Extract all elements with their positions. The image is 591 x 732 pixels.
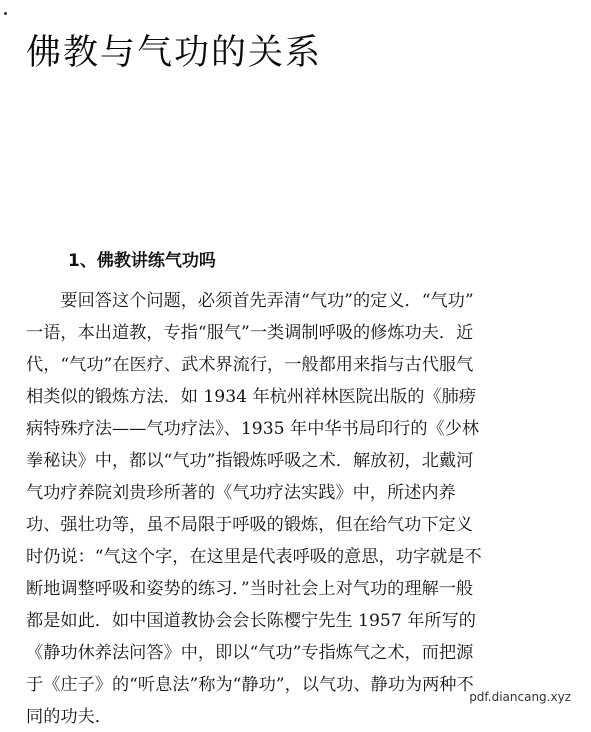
paragraph-line: 都是如此．如中国道教协会会长陈樱宁先生 1957 年所写的 — [26, 611, 476, 631]
paragraph-line: 断地调整呼吸和姿势的练习．”当时社会上对气功的理解一般 — [26, 579, 474, 599]
paragraph-line: 拳秘诀》中，都以“气功”指锻炼呼吸之术．解放初，北戴河 — [26, 451, 474, 471]
paragraph-line: 要回答这个问题，必须首先弄清“气功”的定义．“气功” — [26, 291, 474, 311]
section-heading: 1、佛教讲练气功吗 — [68, 251, 216, 272]
paragraph-line: 一语，本出道教，专指“服气”一类调制呼吸的修炼功夫．近 — [26, 323, 474, 343]
paragraph-line: 相类似的锻炼方法．如 1934 年杭州祥林医院出版的《肺痨 — [26, 387, 476, 407]
paragraph-line: 《静功休养法问答》中，即以“气功”专指炼气之术，而把源 — [26, 643, 474, 663]
watermark-text: pdf.diancang.xyz — [469, 690, 571, 704]
paragraph-line: 于《庄子》的“听息法”称为“静功”，以气功、静功为两种不 — [26, 675, 474, 695]
paragraph-line: 时仍说：“气这个字，在这里是代表呼吸的意思，功字就是不 — [26, 547, 482, 567]
paragraph-line: 同的功夫． — [26, 707, 112, 727]
title-margin-mark — [4, 12, 7, 15]
paragraph-line: 代，“气功”在医疗、武术界流行，一般都用来指与古代服气 — [26, 355, 474, 375]
paragraph-line: 气功疗养院刘贵珍所著的《气功疗法实践》中，所述内养 — [26, 483, 456, 503]
paragraph-line: 功、强壮功等，虽不局限于呼吸的锻炼，但在给气功下定义 — [26, 515, 473, 535]
paragraph-line: 病特殊疗法——气功疗法》、1935 年中华书局印行的《少林 — [26, 419, 480, 439]
page-title: 佛教与气功的关系 — [26, 33, 323, 74]
